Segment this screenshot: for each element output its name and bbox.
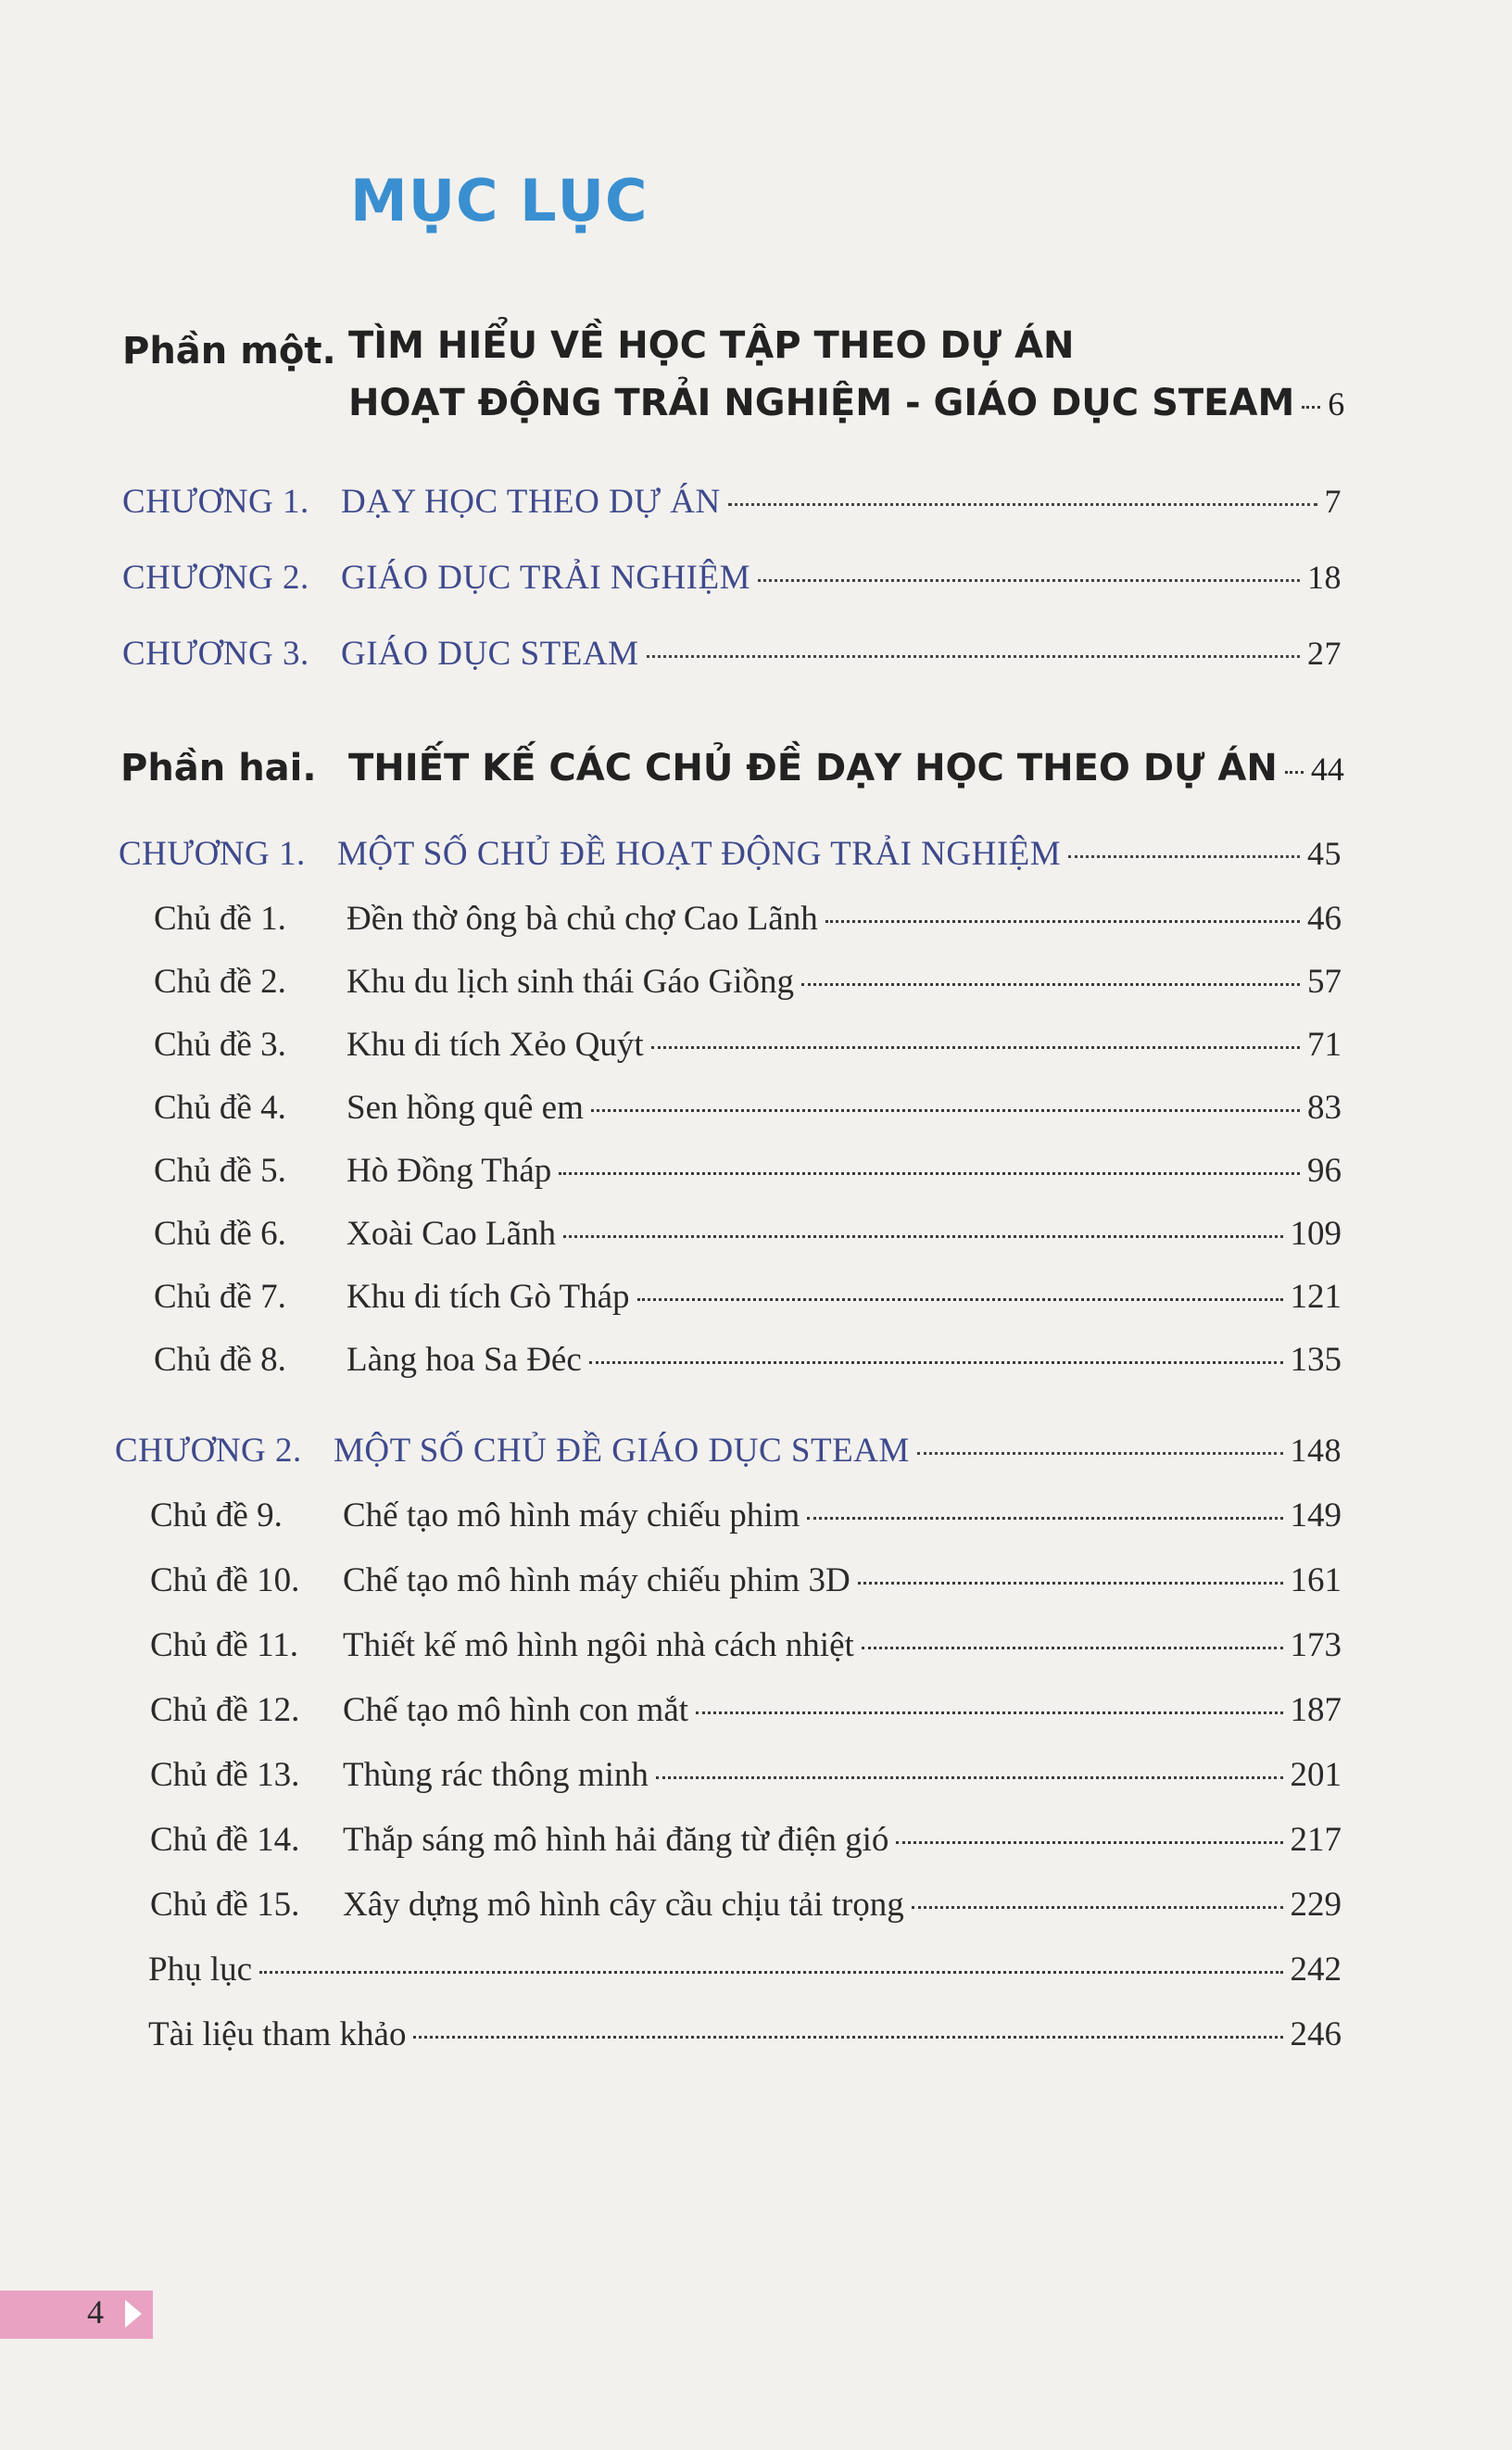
references-title: Tài liệu tham khảo (148, 2015, 407, 2053)
page-number: 83 (1307, 1089, 1342, 1127)
toc-entry-references[interactable] (148, 2014, 1342, 2054)
topic-title: Khu di tích Gò Tháp (346, 1278, 630, 1316)
page-number: 242 (1290, 1951, 1342, 1989)
page-number: 18 (1307, 559, 1342, 596)
toc-entry-topic[interactable] (150, 1496, 1342, 1535)
dot-leader (807, 1517, 1282, 1520)
dot-leader (728, 503, 1317, 506)
page-number: 187 (1290, 1691, 1342, 1729)
toc-entry-topic[interactable] (154, 1025, 1342, 1065)
topic-label: Chủ đề 9. (150, 1497, 283, 1534)
dot-leader (259, 1971, 1282, 1974)
toc-entry-part-one[interactable] (348, 382, 1345, 424)
toc-entry-topic[interactable] (154, 1340, 1342, 1380)
topic-label: Chủ đề 11. (150, 1626, 298, 1664)
page-number: 148 (1290, 1432, 1342, 1469)
appendix-title: Phụ lục (148, 1951, 253, 1989)
dot-leader (917, 1452, 1283, 1455)
chapter-title: GIÁO DỤC STEAM (341, 635, 639, 673)
toc-entry-topic[interactable] (150, 1755, 1342, 1795)
arrow-right-icon (125, 2300, 142, 2328)
part-two-label: Phần hai. (120, 747, 317, 789)
topic-title: Thiết kế mô hình ngôi nhà cách nhiệt (343, 1626, 854, 1664)
topic-title: Khu di tích Xẻo Quýt (346, 1026, 644, 1064)
topic-label: Chủ đề 13. (150, 1756, 300, 1794)
toc-entry-topic[interactable] (154, 1277, 1342, 1317)
toc-entry-chapter[interactable] (115, 1431, 1342, 1471)
topic-title: Thùng rác thông minh (343, 1756, 649, 1794)
dot-leader (656, 1776, 1283, 1779)
part-one-title-line2: HOẠT ĐỘNG TRẢI NGHIỆM - GIÁO DỤC STEAM (348, 382, 1295, 424)
toc-entry-topic[interactable] (150, 1690, 1342, 1730)
dot-leader (637, 1298, 1283, 1301)
dot-leader (1068, 855, 1300, 858)
toc-entry-topic[interactable] (150, 1560, 1342, 1600)
toc-entry-topic[interactable] (154, 1088, 1342, 1128)
page-number: 149 (1290, 1497, 1342, 1534)
toc-entry-topic[interactable] (154, 1151, 1342, 1191)
topic-title: Xây dựng mô hình cây cầu chịu tải trọng (343, 1886, 904, 1924)
topic-label: Chủ đề 8. (154, 1341, 286, 1379)
topic-title: Chế tạo mô hình máy chiếu phim 3D (343, 1561, 850, 1599)
toc-entry-chapter[interactable] (119, 834, 1342, 874)
topic-label: Chủ đề 7. (154, 1278, 286, 1316)
topic-title: Hò Đồng Tháp (346, 1152, 552, 1190)
page-number: 161 (1290, 1561, 1342, 1599)
dot-leader (896, 1841, 1282, 1844)
dot-leader (589, 1361, 1283, 1364)
topic-label: Chủ đề 10. (150, 1561, 300, 1599)
page-number: 246 (1290, 2015, 1342, 2053)
topic-label: Chủ đề 15. (150, 1886, 300, 1924)
toc-entry-chapter[interactable] (122, 558, 1342, 598)
dot-leader (801, 983, 1300, 986)
part-two-title: THIẾT KẾ CÁC CHỦ ĐỀ DẠY HỌC THEO DỰ ÁN (348, 747, 1278, 789)
toc-entry-appendix[interactable] (148, 1950, 1342, 1989)
dot-leader (647, 655, 1301, 658)
dot-leader (696, 1711, 1282, 1714)
toc-entry-topic[interactable] (154, 962, 1342, 1002)
topic-title: Sen hồng quê em (346, 1089, 584, 1127)
chapter-title: GIÁO DỤC TRẢI NGHIỆM (341, 559, 750, 597)
topic-label: Chủ đề 3. (154, 1026, 286, 1064)
toc-entry-topic[interactable] (154, 899, 1342, 939)
dot-leader (1302, 406, 1320, 409)
page-number: 135 (1290, 1341, 1342, 1379)
page-number: 71 (1307, 1026, 1342, 1064)
chapter-label: CHƯƠNG 1. (119, 835, 306, 873)
page-number: 173 (1290, 1626, 1342, 1664)
page-number: 217 (1290, 1821, 1342, 1859)
page-number: 44 (1310, 751, 1344, 788)
toc-entry-topic[interactable] (150, 1885, 1342, 1925)
topic-label: Chủ đề 1. (154, 900, 286, 938)
topic-title: Chế tạo mô hình con mắt (343, 1691, 689, 1729)
dot-leader (758, 579, 1300, 582)
toc-entry-chapter[interactable] (122, 634, 1342, 674)
chapter-label: CHƯƠNG 2. (122, 559, 309, 597)
chapter-title: MỘT SỐ CHỦ ĐỀ GIÁO DỤC STEAM (334, 1432, 910, 1470)
part-one-title-line1: TÌM HIỂU VỀ HỌC TẬP THEO DỰ ÁN (348, 324, 1075, 367)
topic-title: Đền thờ ông bà chủ chợ Cao Lãnh (346, 900, 818, 938)
page-number: 109 (1290, 1215, 1342, 1253)
topic-title: Xoài Cao Lãnh (346, 1215, 557, 1253)
page-number: 229 (1290, 1886, 1342, 1924)
toc-entry-topic[interactable] (154, 1214, 1342, 1254)
topic-title: Khu du lịch sinh thái Gáo Giồng (346, 963, 795, 1001)
dot-leader (413, 2036, 1282, 2039)
topic-label: Chủ đề 6. (154, 1215, 286, 1253)
page-number: 46 (1307, 900, 1342, 938)
dot-leader (912, 1906, 1283, 1909)
topic-title: Chế tạo mô hình máy chiếu phim (343, 1497, 800, 1534)
toc-entry-topic[interactable] (150, 1820, 1342, 1860)
topic-label: Chủ đề 14. (150, 1821, 300, 1859)
dot-leader (559, 1172, 1300, 1175)
page-number: 45 (1307, 835, 1342, 872)
part-one-label: Phần một. (122, 330, 336, 373)
page-number: 121 (1290, 1278, 1342, 1316)
dot-leader (563, 1235, 1282, 1238)
page-title: MỤC LỤC (350, 167, 649, 234)
dot-leader (591, 1109, 1300, 1112)
chapter-label: CHƯƠNG 3. (122, 635, 309, 673)
page-number: 6 (1328, 385, 1345, 423)
topic-title: Thắp sáng mô hình hải đăng từ điện gió (343, 1821, 889, 1859)
dot-leader (825, 920, 1300, 923)
dot-leader (858, 1582, 1283, 1585)
dot-leader (862, 1647, 1283, 1649)
page-number: 201 (1290, 1756, 1342, 1794)
chapter-label: CHƯƠNG 1. (122, 483, 309, 521)
chapter-title: DẠY HỌC THEO DỰ ÁN (341, 483, 721, 521)
page-number: 7 (1324, 483, 1342, 520)
topic-label: Chủ đề 12. (150, 1691, 300, 1729)
dot-leader (651, 1046, 1300, 1049)
chapter-title: MỘT SỐ CHỦ ĐỀ HOẠT ĐỘNG TRẢI NGHIỆM (337, 835, 1062, 873)
dot-leader (1285, 771, 1304, 774)
chapter-label: CHƯƠNG 2. (115, 1432, 302, 1470)
page-number-label: 4 (87, 2293, 104, 2330)
topic-title: Làng hoa Sa Đéc (346, 1341, 582, 1379)
topic-label: Chủ đề 5. (154, 1152, 286, 1190)
toc-entry-topic[interactable] (150, 1625, 1342, 1665)
topic-label: Chủ đề 4. (154, 1089, 286, 1127)
toc-entry-chapter[interactable] (122, 482, 1342, 522)
page-number: 27 (1307, 635, 1342, 672)
page-number: 57 (1307, 963, 1342, 1001)
toc-entry-part-two[interactable] (120, 747, 1344, 789)
topic-label: Chủ đề 2. (154, 963, 286, 1001)
page-number: 96 (1307, 1152, 1342, 1190)
